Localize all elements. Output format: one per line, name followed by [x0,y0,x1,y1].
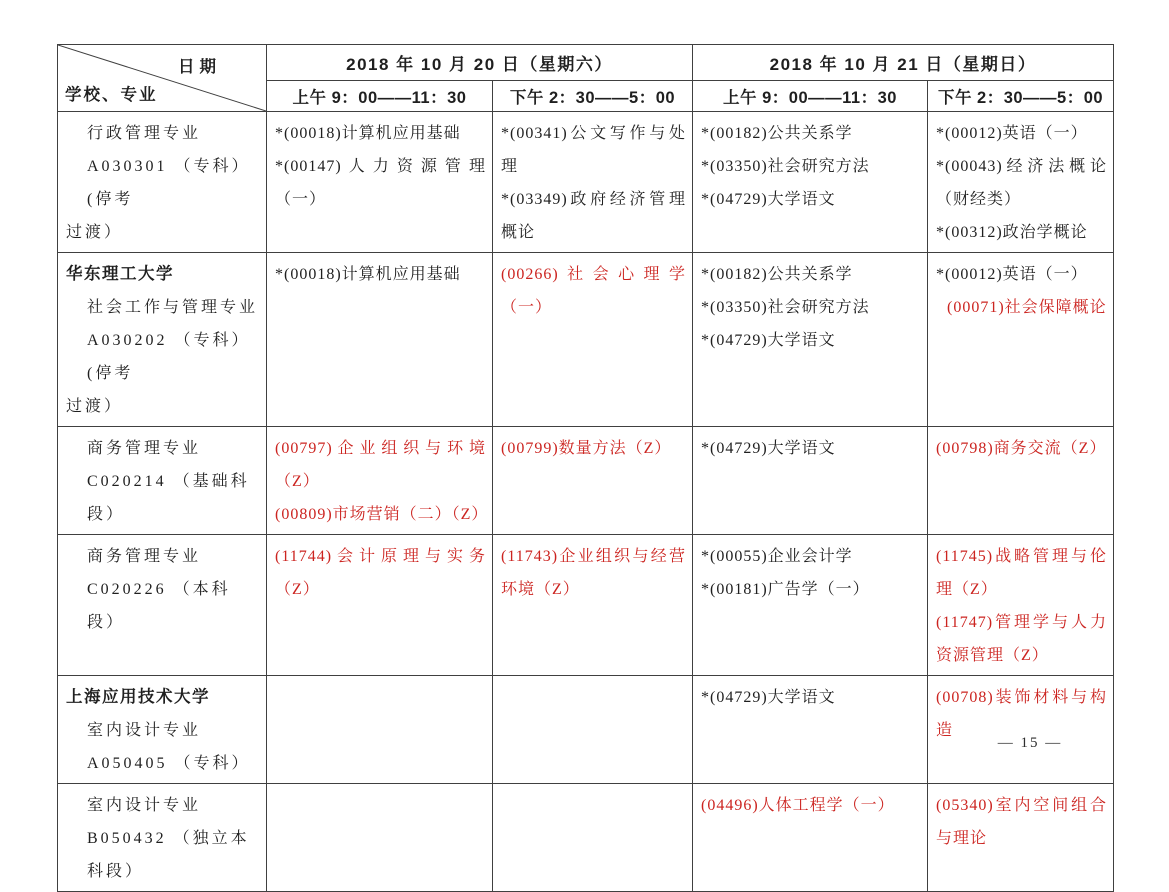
date-header-row [58,45,1114,81]
exam-entry: *(00012)英语（一） [936,125,1088,142]
major-line: 室内设计专业 [87,797,202,814]
session-cell [493,535,693,676]
schedule-row [58,535,1114,676]
exam-entry: *(04729)大学语文 [701,191,836,208]
session-cell [493,253,693,427]
session-cell [693,535,928,676]
exam-entry: *(00018)计算机应用基础 [275,266,461,283]
session-cell [493,112,693,253]
school-major-cell [58,676,267,784]
day2-date-header: 2018 年 10 月 21 日（星期日） [693,45,1114,81]
school-major-cell [58,427,267,535]
exam-entry: *(03350)社会研究方法 [701,299,870,316]
exam-entry: (11747)管理学与人力资源管理（Z） [936,614,1108,664]
school-name: 上海应用技术大学 [66,688,210,706]
major-line: 过渡） [66,224,124,241]
exam-entry: *(00182)公共关系学 [701,125,853,142]
session-cell [928,112,1114,253]
exam-entry: *(00018)计算机应用基础 [275,125,461,142]
session-cell [928,784,1114,892]
session-cell [267,253,493,427]
session-cell [493,784,693,892]
session-cell [493,427,693,535]
day1-date-header: 2018 年 10 月 20 日（星期六） [267,45,693,81]
major-line: B050432 （独立本科段） [87,830,250,880]
day1-morning-header: 上午 9：00——11：30 [267,81,493,112]
major-line: C020226 （本科段） [87,581,231,631]
session-cell [928,676,1114,784]
day2-afternoon-header: 下午 2：30——5：00 [928,81,1114,112]
session-cell [267,676,493,784]
exam-entry: (00071)社会保障概论 [947,299,1107,316]
exam-entry: *(04729)大学语文 [701,440,836,457]
exam-entry: (00708)装饰材料与构造 [936,689,1108,739]
corner-school-label: 学校、专业 [65,86,158,104]
exam-entry: (11743)企业组织与经营环境（Z） [501,548,687,598]
day2-morning-header: 上午 9：00——11：30 [693,81,928,112]
exam-entry: *(03350)社会研究方法 [701,158,870,175]
major-line: 商务管理专业 [87,440,202,457]
session-cell [267,112,493,253]
exam-entry: (05340)室内空间组合与理论 [936,797,1108,847]
exam-entry: (00798)商务交流（Z） [936,440,1107,457]
session-cell [693,784,928,892]
exam-entry: (00266)社会心理学（一） [501,266,687,316]
exam-entry: *(04729)大学语文 [701,332,836,349]
session-cell [267,784,493,892]
exam-entry: *(03349)政府经济管理概论 [501,191,687,241]
exam-entry: (00799)数量方法（Z） [501,440,672,457]
session-cell [493,676,693,784]
exam-entry: *(00312)政治学概论 [936,224,1088,241]
school-name: 华东理工大学 [66,265,174,283]
corner-date-label: 日期 [178,58,221,76]
session-cell [693,427,928,535]
exam-schedule-table [57,44,1114,892]
page-number: — 15 — [997,735,1063,751]
schedule-row [58,427,1114,535]
exam-entry: *(04729)大学语文 [701,689,836,706]
schedule-row [58,112,1114,253]
corner-header-cell [58,45,267,112]
major-line: A030301 （专科）(停考 [87,158,251,208]
exam-entry: (04496)人体工程学（一） [701,797,895,814]
school-major-cell [58,535,267,676]
exam-entry: *(00055)企业会计学 [701,548,853,565]
schedule-row [58,784,1114,892]
session-cell [267,427,493,535]
exam-entry: (00809)市场营销（二）（Z） [275,506,489,523]
major-line: 行政管理专业 [87,125,202,142]
school-major-cell [58,112,267,253]
schedule-row [58,676,1114,784]
exam-entry: *(00181)广告学（一） [701,581,870,598]
exam-entry: *(00147)人力资源管理（一） [275,158,486,208]
day1-afternoon-header: 下午 2：30——5：00 [493,81,693,112]
major-line: 室内设计专业 [87,722,202,739]
schedule-sheet [57,44,1114,892]
exam-entry: *(00341)公文写作与处理 [501,125,687,175]
exam-entry: *(00012)英语（一） [936,266,1088,283]
major-line: 社会工作与管理专业 [87,299,259,316]
session-cell [267,535,493,676]
session-cell [928,427,1114,535]
exam-entry: *(00182)公共关系学 [701,266,853,283]
session-cell [693,676,928,784]
school-major-cell [58,784,267,892]
major-line: C020214 （基础科段） [87,473,250,523]
schedule-row [58,253,1114,427]
school-major-cell [58,253,267,427]
exam-entry: (11744)会计原理与实务（Z） [275,548,486,598]
major-line: 过渡） [66,398,124,415]
major-line: A030202 （专科）(停考 [87,332,251,382]
major-line: 商务管理专业 [87,548,202,565]
exam-entry: (00797)企业组织与环境（Z） [275,440,486,490]
exam-entry: *(00043)经济法概论（财经类） [936,158,1108,208]
session-cell [928,535,1114,676]
session-cell [693,112,928,253]
session-cell [928,253,1114,427]
major-line: A050405 （专科） [87,755,251,772]
session-cell [693,253,928,427]
exam-entry: (11745)战略管理与伦理（Z） [936,548,1108,598]
